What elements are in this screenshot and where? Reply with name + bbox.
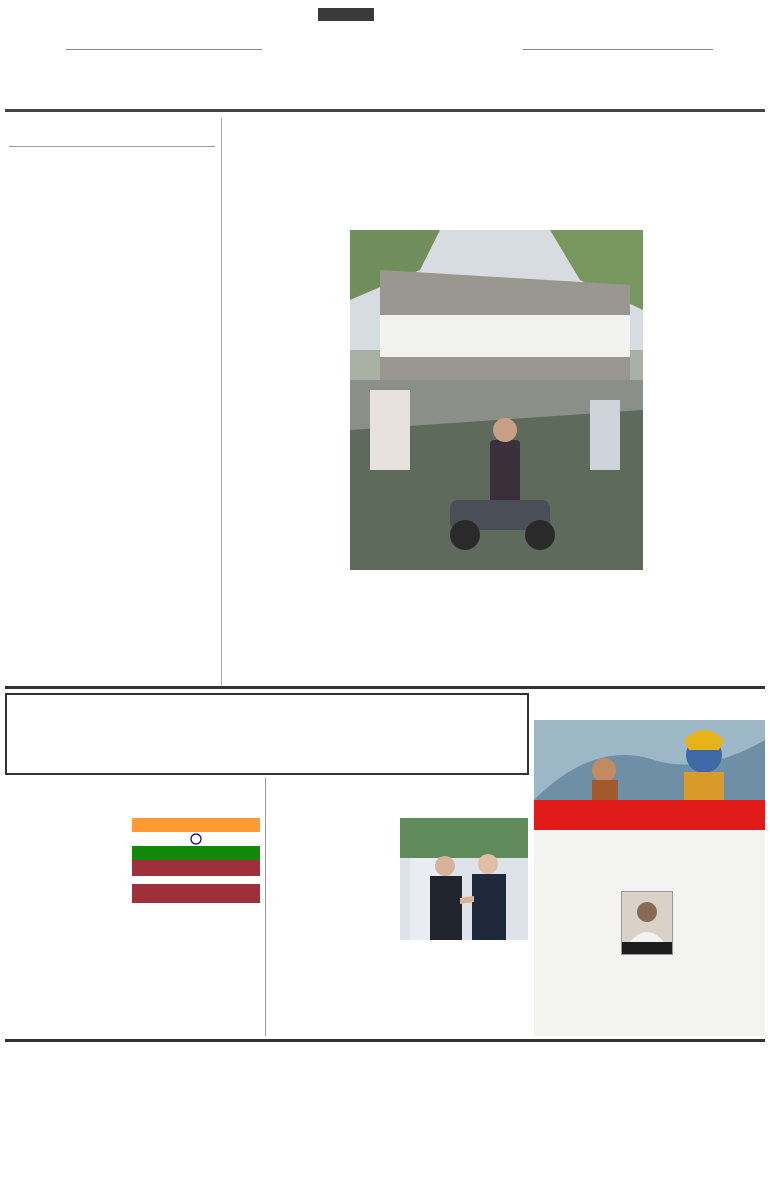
editorial-rule <box>9 146 215 147</box>
flags-photo <box>132 818 260 903</box>
editorial-body <box>10 173 216 679</box>
india-col-2 <box>132 906 259 1034</box>
india-story <box>5 778 263 1036</box>
lit-banner-box <box>5 693 529 775</box>
campus-photo <box>350 230 643 570</box>
lead-col-2 <box>350 574 490 678</box>
lead-col-4 <box>649 230 763 678</box>
editorial <box>5 118 222 685</box>
krishna-illustration <box>534 720 765 800</box>
column-rule <box>265 778 266 1036</box>
cm-col-2 <box>652 835 760 1031</box>
lead-col-3 <box>496 574 643 678</box>
biden-netanyahu-photo <box>400 818 528 940</box>
section-divider <box>5 686 765 689</box>
geeta-header <box>534 693 765 720</box>
campus-photo-illustration <box>350 230 643 570</box>
geeta-saar <box>534 693 765 1036</box>
biden-col-1 <box>270 818 396 1034</box>
lead-story <box>228 118 765 685</box>
section-title <box>256 10 514 92</box>
quote-left-rule <box>66 49 262 50</box>
masthead-rule <box>5 109 765 112</box>
bottom-story <box>5 1044 765 1198</box>
controlling-mind-bar <box>534 800 765 830</box>
biden-story <box>268 778 530 1036</box>
quote-right-rule <box>523 49 713 50</box>
section-divider <box>5 1039 765 1042</box>
india-col-1 <box>9 818 127 1034</box>
lead-col-1 <box>228 230 345 674</box>
biden-col-2 <box>400 944 528 1034</box>
masthead <box>0 0 770 118</box>
